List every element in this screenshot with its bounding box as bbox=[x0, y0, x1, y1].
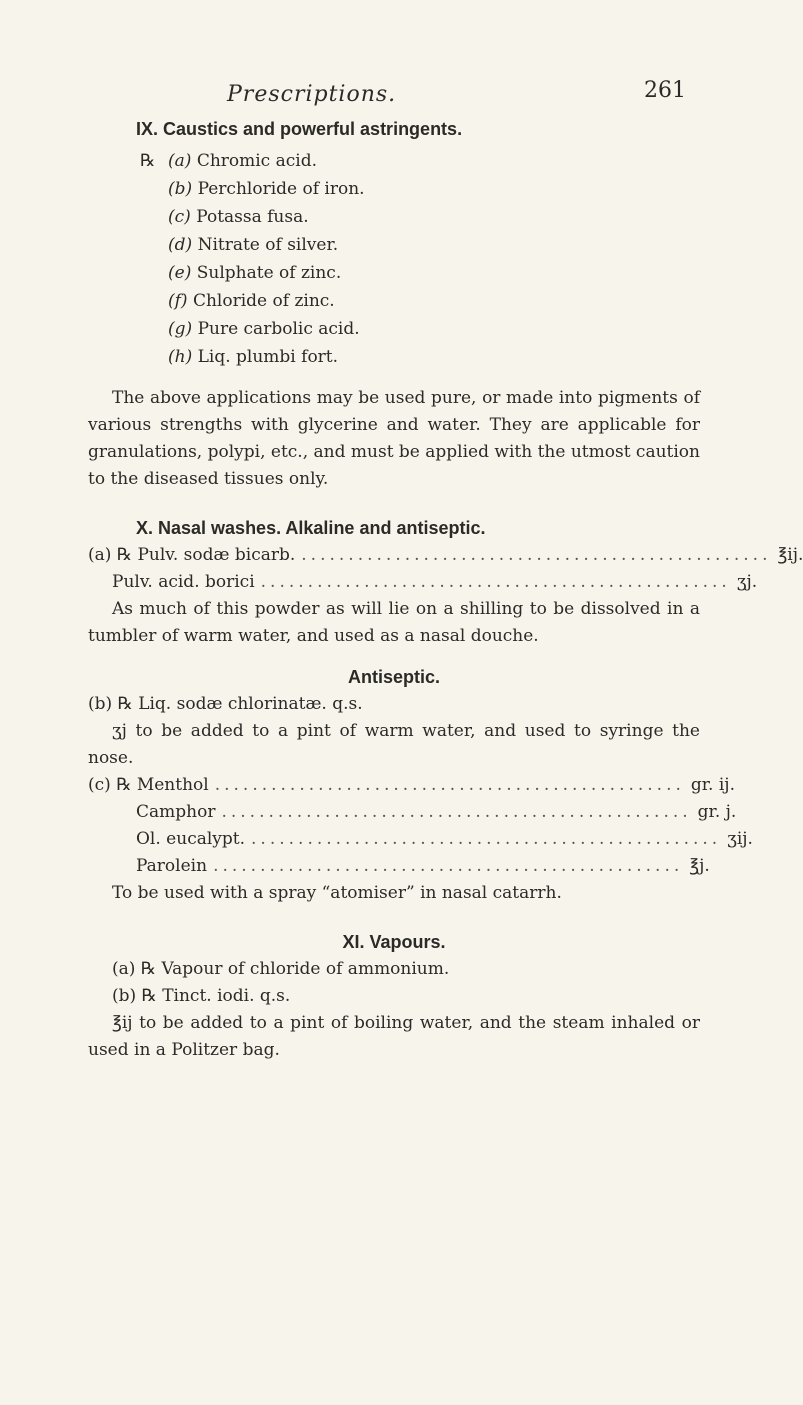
dot-leader: .................................................. bbox=[221, 802, 692, 822]
section-x-b-line: (b) ℞ Liq. sodæ chlorinatæ. q.s. bbox=[88, 694, 363, 714]
list-item: (e) Sulphate of zinc. bbox=[168, 263, 342, 283]
section-xi-b-line: (b) ℞ Tinct. iodi. q.s. bbox=[112, 986, 291, 1006]
list-item: (c) Potassa fusa. bbox=[168, 207, 309, 227]
dot-leader: .................................................. bbox=[214, 775, 685, 795]
page-number: 261 bbox=[644, 78, 686, 103]
recipe-row: Ol. eucalypt. .................................................. ʒij. bbox=[88, 826, 700, 853]
recipe-row: Camphor .................................................. gr. j. bbox=[88, 799, 700, 826]
section-ix-list bbox=[88, 147, 700, 371]
list-item: (h) Liq. plumbi fort. bbox=[168, 347, 339, 367]
dot-leader: .................................................. bbox=[213, 856, 684, 876]
section-x-a-note: As much of this powder as will lie on a shilling to be dissolved in a tumbler of warm water, and used as a nasal douche. bbox=[88, 599, 700, 646]
section-xi-a-line: (a) ℞ Vapour of chloride of ammonium. bbox=[112, 959, 450, 979]
page-content bbox=[88, 116, 803, 1064]
recipe-row: (c) ℞ Menthol .................................................. gr. ij. bbox=[88, 772, 700, 799]
recipe-row: Pulv. acid. borici .................................................. ʒj. bbox=[88, 569, 700, 596]
dot-leader: .................................................. bbox=[260, 572, 731, 592]
recipe-row: Parolein .................................................. ℥j. bbox=[88, 853, 700, 880]
recipe-row: (a) ℞ Pulv. sodæ bicarb. .................................................. ℥ij. bbox=[88, 542, 700, 569]
list-item: ℞ (a) Chromic acid. bbox=[140, 151, 317, 171]
section-ix-note: The above applications may be used pure, or made into pigments of various strengths with glycerine and water. They are applicable for granulations, polypi, etc., and must be applied with the utmost caution to the diseased tissues only. bbox=[88, 388, 700, 489]
section-xi-heading: XI. Vapours. bbox=[342, 932, 446, 952]
section-x-heading: X. Nasal washes. Alkaline and antiseptic. bbox=[136, 518, 486, 538]
section-x-b-note: ʒj to be added to a pint of warm water, and used to syringe the nose. bbox=[88, 721, 700, 768]
list-item: (b) Perchloride of iron. bbox=[168, 179, 365, 199]
section-ix-heading: IX. Caustics and powerful astringents. bbox=[136, 119, 463, 139]
dot-leader: .................................................. bbox=[301, 545, 772, 565]
dot-leader: .................................................. bbox=[251, 829, 722, 849]
antiseptic-subheading: Antiseptic. bbox=[347, 667, 440, 687]
list-item: (f) Chloride of zinc. bbox=[168, 291, 335, 311]
list-item: (d) Nitrate of silver. bbox=[168, 235, 339, 255]
running-head: Prescriptions. bbox=[227, 82, 397, 107]
list-item: (g) Pure carbolic acid. bbox=[168, 319, 360, 339]
section-xi-b-note: ℥ij to be added to a pint of boiling water, and the steam inhaled or used in a Politzer bag. bbox=[88, 1013, 700, 1060]
section-x-c-note: To be used with a spray “atomiser” in nasal catarrh. bbox=[112, 883, 562, 903]
